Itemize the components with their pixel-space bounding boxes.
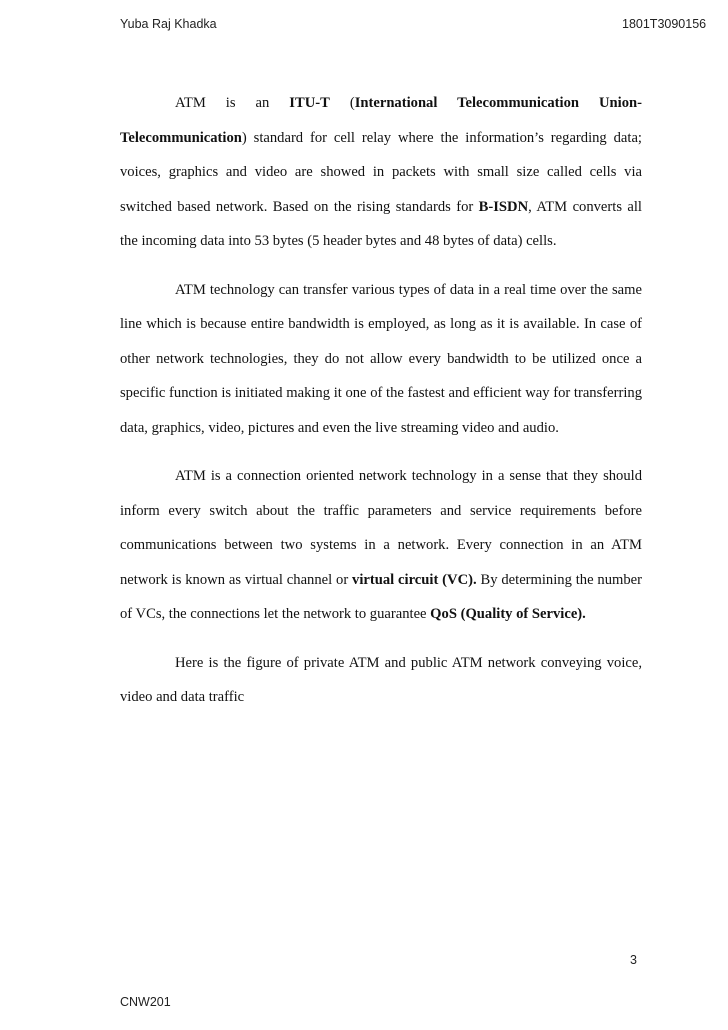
- text-segment: , ATM converts all the incoming data into 53 bytes (5 header bytes and 48 bytes of data) cells.: [120, 198, 642, 249]
- text-segment: ATM is an: [175, 95, 290, 111]
- page-number: 3: [630, 953, 637, 967]
- body-text: [120, 86, 642, 729]
- text-segment: By determining the number of VCs, the connections let the network to guarantee: [120, 571, 642, 622]
- text-segment: ) standard for cell relay where the information’s regarding data; voices, graphics and video are showed in packets with small size called cells via switched based network. Based on the rising standards for: [120, 129, 642, 215]
- paragraph-3: [120, 459, 642, 632]
- paragraph-1: [120, 86, 642, 259]
- paragraph-2: [120, 273, 642, 446]
- term-virtual-circuit: virtual circuit (VC).: [352, 571, 477, 588]
- footer-course-code: CNW201: [120, 995, 171, 1009]
- term-b-isdn: B-ISDN: [478, 198, 529, 215]
- text-segment: ATM is a connection oriented network technology in a sense that they should inform every switch about the traffic parameters and service requirements before communications between two systems in a network. Every connection in an ATM network is known as virtual channel or: [120, 468, 642, 588]
- term-itu-full: International Telecommunication Union-Telecommunication: [120, 95, 642, 146]
- header-author: Yuba Raj Khadka: [120, 17, 217, 31]
- text-segment: (: [329, 95, 355, 111]
- paragraph-4: [120, 646, 642, 715]
- text-segment: ATM technology can transfer various types of data in a real time over the same line which is because entire bandwidth is employed, as long as it is available. In case of other network technologies, they do not allow every bandwidth to be utilized once a specific function is initiated making it one of the fastest and efficient way for transferring data, graphics, video, pictures and even the live streaming video and audio.: [120, 281, 642, 436]
- text-segment: Here is the figure of private ATM and public ATM network conveying voice, video and data traffic: [120, 654, 642, 705]
- term-itu-t: ITU-T: [289, 95, 330, 111]
- term-qos: QoS (Quality of Service).: [430, 606, 586, 622]
- header-student-id: 1801T3090156: [622, 17, 707, 31]
